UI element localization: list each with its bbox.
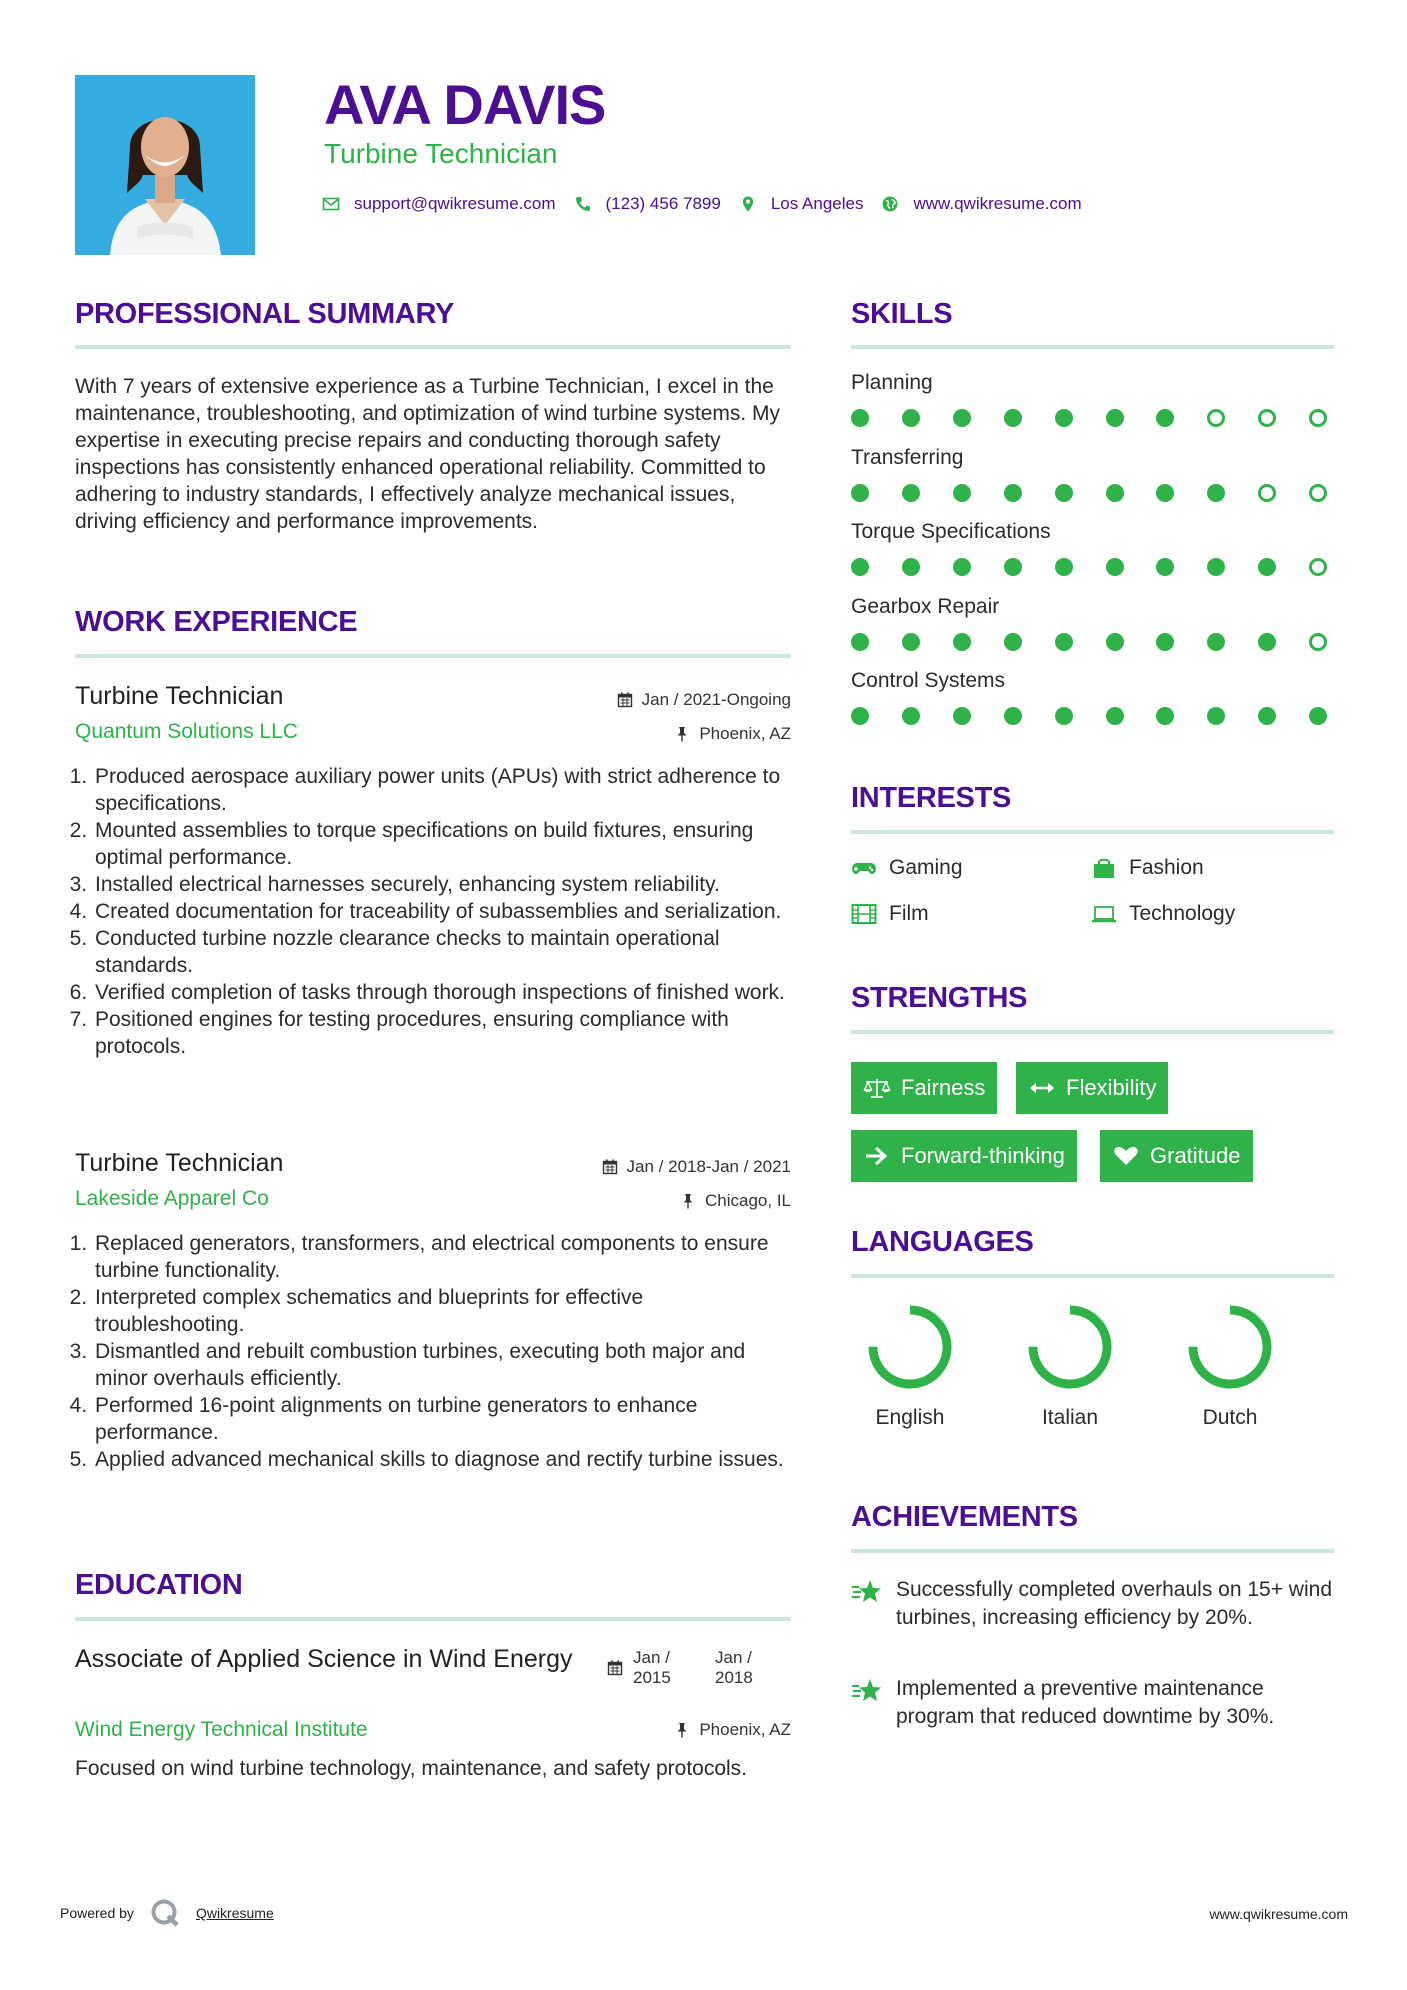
job-bullet: 4. Performed 16-point alignments on turbine generators to enhance performance. <box>93 1392 791 1446</box>
languages-heading: LANGUAGES <box>851 1226 1034 1258</box>
skill-dot-empty <box>1309 558 1327 576</box>
skill-dot-filled <box>1309 707 1327 725</box>
skill-item <box>851 669 1334 733</box>
achievements-heading: ACHIEVEMENTS <box>851 1501 1078 1533</box>
interest-label: Gaming <box>889 856 963 879</box>
experience-heading: WORK EXPERIENCE <box>75 606 358 638</box>
education-heading: EDUCATION <box>75 1569 243 1601</box>
achievement-item <box>851 1576 1334 1660</box>
job-bullet: 4. Created documentation for traceability of subassemblies and serialization. <box>93 898 791 925</box>
language-level-arc <box>1193 1310 1267 1384</box>
phone-icon <box>574 195 592 213</box>
interest-item <box>1091 856 1204 880</box>
strength-tag <box>1016 1062 1168 1114</box>
education-dates <box>607 1648 791 1692</box>
skill-dot-filled <box>1258 707 1276 725</box>
achievement-text: Implemented a preventive maintenance program that reduced downtime by 30%. <box>896 1677 1275 1728</box>
skill-dot-filled <box>1207 484 1225 502</box>
envelope-icon <box>322 195 340 213</box>
strength-label: Flexibility <box>1066 1075 1157 1100</box>
skill-dot-filled <box>953 409 971 427</box>
footer-powered-by <box>60 1898 274 1928</box>
flying-star-icon <box>851 1578 883 1606</box>
skill-item <box>851 520 1334 584</box>
summary-text: With 7 years of extensive experience as a Turbine Technician, I excel in the maintenance, troubleshooting, and optimization of wind turbine systems. My expertise in executing precise repairs and conducting thorough safety inspections has consistently enhanced operational reliability. Committed to adhering to industry standards, I effectively analyze mechanical issues, driving efficiency and performance improvements. <box>75 375 781 533</box>
school-name: Wind Energy Technical Institute <box>75 1718 368 1741</box>
job-dates-text: Jan / 2021-Ongoing <box>641 690 791 709</box>
skill-dot-filled <box>1156 558 1174 576</box>
language-ring <box>865 1302 955 1392</box>
skill-dot-filled <box>1004 484 1022 502</box>
contact-location <box>739 194 864 214</box>
skill-item <box>851 595 1334 659</box>
map-pin-icon <box>739 195 757 213</box>
strength-label: Forward-thinking <box>901 1143 1065 1168</box>
profile-photo <box>75 75 255 255</box>
candidate-name: AVA DAVIS <box>324 73 606 136</box>
education-description: Focused on wind turbine technology, maintenance, and safety protocols. <box>75 1757 748 1780</box>
skill-rating <box>851 558 1334 578</box>
job-bullet: 1. Replaced generators, transformers, and electrical components to ensure turbine functionality. <box>93 1230 791 1284</box>
interest-label: Film <box>889 902 929 925</box>
education-end-year: 2018 <box>715 1668 753 1687</box>
skill-dot-filled <box>953 633 971 651</box>
job-location <box>680 1191 791 1211</box>
skill-dot-empty <box>1207 409 1225 427</box>
skill-name: Torque Specifications <box>851 520 1051 543</box>
skill-dot-filled <box>851 558 869 576</box>
skill-rating <box>851 633 1334 653</box>
skill-dot-filled <box>1156 633 1174 651</box>
job-dates-text: Jan / 2018-Jan / 2021 <box>626 1157 791 1176</box>
globe-icon <box>881 195 899 213</box>
education-start-year: 2015 <box>633 1668 671 1687</box>
candidate-title: Turbine Technician <box>324 138 558 169</box>
skill-dot-filled <box>953 707 971 725</box>
strength-tag <box>851 1130 1077 1182</box>
skill-name: Gearbox Repair <box>851 594 1000 618</box>
experience-divider <box>75 654 791 658</box>
language-name: English <box>875 1406 945 1429</box>
skill-dot-filled <box>1207 633 1225 651</box>
skill-dot-filled <box>953 484 971 502</box>
skill-dot-filled <box>1055 633 1073 651</box>
job-company: Lakeside Apparel Co <box>75 1187 269 1210</box>
skill-dot-filled <box>902 558 920 576</box>
contact-email[interactable] <box>322 194 556 214</box>
contact-phone[interactable] <box>574 194 721 214</box>
skill-name: Planning <box>851 371 933 394</box>
skill-rating <box>851 484 1334 504</box>
job-bullet: 3. Dismantled and rebuilt combustion turbines, executing both major and minor overhauls efficiently. <box>93 1338 791 1392</box>
language-item <box>1005 1302 1135 1430</box>
job-location <box>674 724 791 744</box>
calendar-icon <box>617 692 633 708</box>
language-item <box>1165 1302 1295 1430</box>
job-entry <box>75 682 791 1122</box>
heart-icon <box>1112 1145 1140 1167</box>
skill-dot-filled <box>953 558 971 576</box>
education-location <box>674 1720 791 1740</box>
achievements-divider <box>851 1549 1334 1553</box>
flying-star-icon <box>851 1677 883 1705</box>
skill-dot-filled <box>1156 409 1174 427</box>
language-name: Dutch <box>1202 1406 1258 1429</box>
job-location-text: Phoenix, AZ <box>699 724 791 743</box>
summary-divider <box>75 345 791 349</box>
job-role: Turbine Technician <box>75 682 284 710</box>
skill-dot-empty <box>1309 409 1327 427</box>
job-bullet: 6. Verified completion of tasks through thorough inspections of finished work. <box>93 979 791 1006</box>
arrows-horizontal-icon <box>1028 1077 1056 1099</box>
website-link[interactable]: www.qwikresume.com <box>913 194 1082 213</box>
education-end-month: Jan / <box>715 1648 752 1667</box>
skill-dot-empty <box>1258 484 1276 502</box>
email-link[interactable]: support@qwikresume.com <box>354 194 556 213</box>
phone-text: (123) 456 7899 <box>605 194 721 213</box>
film-icon <box>851 903 877 925</box>
skill-dot-filled <box>1004 558 1022 576</box>
job-entry <box>75 1149 791 1509</box>
footer-site[interactable]: www.qwikresume.com <box>1209 1906 1348 1922</box>
job-bullet: 5. Conducted turbine nozzle clearance checks to maintain operational standards. <box>93 925 791 979</box>
contact-row <box>322 194 1100 214</box>
skill-dot-filled <box>902 484 920 502</box>
laptop-icon <box>1091 903 1117 925</box>
skill-dot-filled <box>851 707 869 725</box>
achievement-text: Successfully completed overhauls on 15+ wind turbines, increasing efficiency by 20%. <box>896 1578 1332 1629</box>
education-start-month: Jan / <box>633 1648 670 1667</box>
calendar-icon <box>607 1660 623 1676</box>
skill-dot-filled <box>1156 484 1174 502</box>
strength-tag <box>851 1062 997 1114</box>
job-bullet: 1. Produced aerospace auxiliary power units (APUs) with strict adherence to specifications. <box>93 763 791 817</box>
skill-dot-filled <box>1258 633 1276 651</box>
job-dates <box>602 1157 791 1177</box>
qwikresume-link[interactable]: Qwikresume <box>195 1905 274 1921</box>
job-bullet: 2. Mounted assemblies to torque specifications on build fixtures, ensuring optimal performance. <box>93 817 791 871</box>
skill-dot-filled <box>851 633 869 651</box>
skill-dot-filled <box>851 484 869 502</box>
skill-rating <box>851 409 1334 429</box>
language-name: Italian <box>1041 1406 1099 1429</box>
skill-dot-filled <box>1106 633 1124 651</box>
skill-dot-filled <box>1055 409 1073 427</box>
strength-label: Fairness <box>901 1075 986 1100</box>
degree-title: Associate of Applied Science in Wind Energy <box>75 1645 573 1673</box>
job-location-text: Chicago, IL <box>705 1191 791 1210</box>
skill-dot-empty <box>1258 409 1276 427</box>
education-entry <box>75 1644 791 1814</box>
strengths-heading: STRENGTHS <box>851 982 1028 1014</box>
location-text: Los Angeles <box>770 194 864 213</box>
skill-rating <box>851 707 1334 727</box>
strengths-divider <box>851 1030 1334 1034</box>
contact-website[interactable] <box>881 194 1081 214</box>
interests-divider <box>851 830 1334 834</box>
skill-dot-filled <box>902 409 920 427</box>
job-bullet: 7. Positioned engines for testing procedures, ensuring compliance with protocols. <box>93 1006 791 1060</box>
language-item <box>845 1302 975 1430</box>
language-ring <box>1025 1302 1115 1392</box>
pushpin-icon <box>674 726 690 742</box>
achievement-item <box>851 1675 1334 1733</box>
job-company: Quantum Solutions LLC <box>75 720 298 743</box>
job-role: Turbine Technician <box>75 1149 284 1177</box>
skill-dot-filled <box>1055 558 1073 576</box>
skill-dot-filled <box>1004 707 1022 725</box>
skill-dot-filled <box>1004 633 1022 651</box>
skill-dot-filled <box>1055 707 1073 725</box>
skill-dot-filled <box>1004 409 1022 427</box>
skill-dot-filled <box>902 707 920 725</box>
skill-name: Transferring <box>851 445 964 469</box>
job-bullet: 5. Applied advanced mechanical skills to diagnose and rectify turbine issues. <box>93 1446 791 1473</box>
skills-divider <box>851 345 1334 349</box>
languages-divider <box>851 1274 1334 1278</box>
interest-label: Technology <box>1129 902 1236 925</box>
pushpin-icon <box>674 1722 690 1738</box>
language-ring <box>1185 1302 1275 1392</box>
interest-item <box>1091 902 1235 926</box>
strength-tag <box>1100 1130 1253 1182</box>
shopping-bag-icon <box>1091 857 1117 879</box>
interest-item <box>851 856 963 880</box>
skill-name: Control Systems <box>851 669 1006 692</box>
interests-heading: INTERESTS <box>851 782 1012 814</box>
skills-heading: SKILLS <box>851 298 953 330</box>
job-bullet: 3. Installed electrical harnesses securely, enhancing system reliability. <box>93 871 791 898</box>
skill-dot-empty <box>1309 633 1327 651</box>
job-bullets <box>75 763 791 1060</box>
skill-item <box>851 371 1334 435</box>
skill-item <box>851 446 1334 510</box>
skill-dot-filled <box>1106 707 1124 725</box>
education-end-date <box>715 1648 753 1688</box>
language-level-arc <box>1033 1310 1107 1384</box>
interest-item <box>851 902 929 926</box>
education-divider <box>75 1617 791 1621</box>
skill-dot-filled <box>1106 409 1124 427</box>
skill-dot-filled <box>902 633 920 651</box>
education-start-date <box>633 1648 671 1688</box>
education-location-text: Phoenix, AZ <box>699 1720 791 1739</box>
skill-dot-filled <box>1106 484 1124 502</box>
arrow-right-icon <box>863 1145 891 1167</box>
qwikresume-logo-icon <box>150 1898 180 1928</box>
skill-dot-filled <box>1055 484 1073 502</box>
skill-dot-empty <box>1309 484 1327 502</box>
powered-by-label: Powered by <box>60 1905 134 1921</box>
job-bullet: 2. Interpreted complex schematics and blueprints for effective troubleshooting. <box>93 1284 791 1338</box>
calendar-icon <box>602 1159 618 1175</box>
skill-dot-filled <box>1207 707 1225 725</box>
interest-label: Fashion <box>1129 856 1204 879</box>
pushpin-icon <box>680 1193 696 1209</box>
skill-dot-filled <box>851 409 869 427</box>
job-dates <box>617 690 791 710</box>
skill-dot-filled <box>1207 558 1225 576</box>
language-level-arc <box>873 1310 947 1384</box>
job-bullets <box>75 1230 791 1473</box>
summary-heading: PROFESSIONAL SUMMARY <box>75 298 455 330</box>
skill-dot-filled <box>1156 707 1174 725</box>
balance-scale-icon <box>863 1077 891 1099</box>
strength-label: Gratitude <box>1150 1143 1241 1168</box>
skill-dot-filled <box>1106 558 1124 576</box>
skill-dot-filled <box>1258 558 1276 576</box>
gamepad-icon <box>851 857 877 879</box>
